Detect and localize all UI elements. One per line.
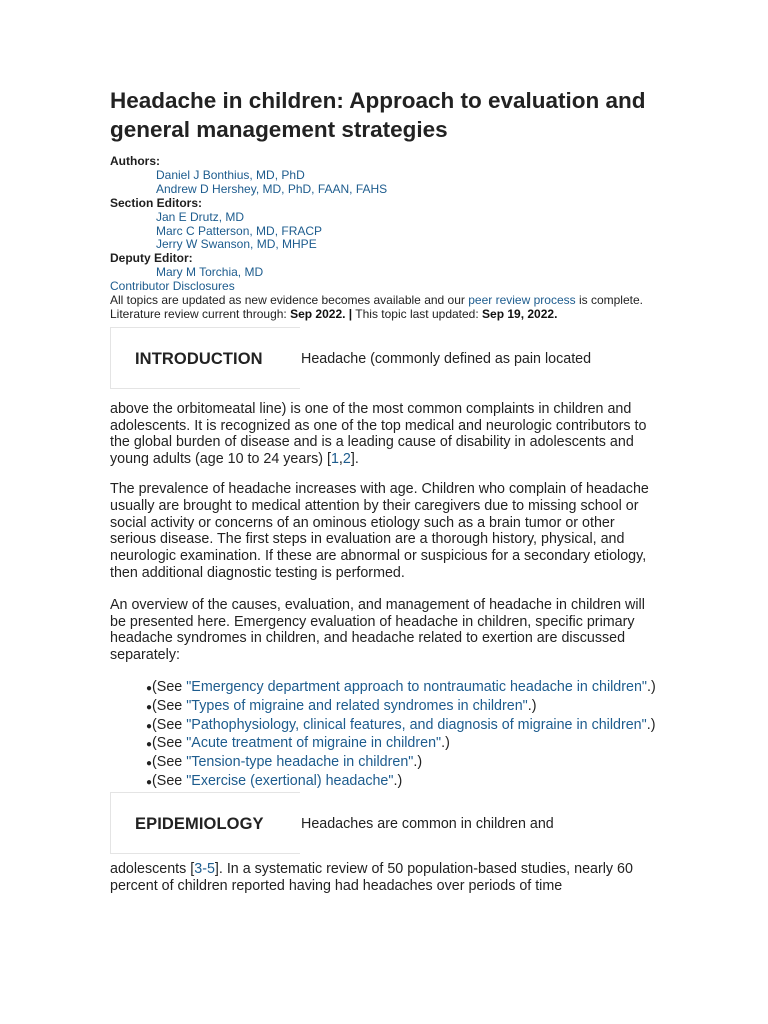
list-item	[146, 698, 658, 717]
see-suffix: .)	[527, 697, 537, 714]
see-prefix: (See	[152, 754, 187, 771]
intro-paragraph-2: The prevalence of headache increases with age. Children who complain of headache usually are brought to medical attention by their caregivers due to missing school or social activity or concerns of an ominous etiology such as a brain tumor or other serious disease. The first steps in evaluation are a thorough history, physical, and neurologic examination. If these are abnormal or suspicious for a secondary etiology, then additional diagnostic testing is performed.	[110, 481, 649, 582]
epidemiology-header-row	[110, 792, 658, 856]
last-updated-date: Sep 19, 2022.	[482, 306, 558, 321]
section-editor-link[interactable]: Marc C Patterson, MD, FRACP	[156, 223, 323, 238]
topic-link[interactable]: "Emergency department approach to nontraumatic headache in children"	[186, 679, 647, 696]
reference-link[interactable]: 3-5	[194, 860, 215, 877]
author-link[interactable]: Andrew D Hershey, MD, PhD, FAAN, FAHS	[156, 181, 388, 196]
topic-link[interactable]: "Types of migraine and related syndromes in children"	[186, 697, 528, 714]
list-item	[146, 735, 658, 754]
section-editor-link[interactable]: Jerry W Swanson, MD, MHPE	[156, 237, 317, 252]
update-text-end: is complete.	[575, 293, 643, 308]
see-also-list	[110, 679, 658, 792]
lit-review-date: Sep 2022. |	[290, 306, 353, 321]
introduction-header-row	[110, 327, 658, 391]
see-suffix: .)	[647, 679, 656, 696]
update-notice	[110, 294, 658, 308]
deputy-editor-link[interactable]: Mary M Torchia, MD	[156, 265, 264, 280]
article-meta	[110, 155, 658, 322]
page-title: Headache in children: Approach to evaluation and general management strategies	[110, 88, 646, 142]
see-prefix: (See	[152, 679, 187, 696]
intro-lead-text: Headache (commonly defined as pain located	[301, 350, 592, 367]
intro-paragraph-3: An overview of the causes, evaluation, and management of headache in children will be presented here. Emergency evaluation of headache in children, specific primary headache syndromes in children, and headache related to exertion are discussed separately:	[110, 596, 645, 664]
see-suffix: .)	[441, 735, 450, 752]
topic-link[interactable]: "Pathophysiology, clinical features, and diagnosis of migraine in children"	[186, 716, 647, 733]
topic-link[interactable]: "Exercise (exertional) headache"	[186, 773, 394, 790]
deputy-editor-label: Deputy Editor:	[110, 251, 193, 266]
epi-text-continued: ]. In a systematic review of 50 population-based studies, nearly 60 percent of children reported having had headaches over periods of time	[110, 860, 633, 894]
topic-link[interactable]: "Acute treatment of migraine in children"	[186, 735, 442, 752]
epi-lead-text: Headaches are common in children and	[301, 815, 554, 832]
topic-link[interactable]: "Tension-type headache in children"	[186, 754, 414, 771]
see-prefix: (See	[152, 697, 187, 714]
section-editor-link[interactable]: Jan E Drutz, MD	[156, 209, 245, 224]
intro-paragraph-1	[110, 401, 658, 468]
bullet-icon: ●	[146, 683, 153, 695]
author-link[interactable]: Daniel J Bonthius, MD, PhD	[156, 167, 305, 182]
contributor-disclosures-link[interactable]: Contributor Disclosures	[110, 279, 235, 294]
section-heading: EPIDEMIOLOGY	[135, 814, 264, 833]
review-dates	[110, 308, 658, 322]
reference-link[interactable]: 2	[342, 451, 351, 468]
section-heading: INTRODUCTION	[135, 349, 263, 368]
bullet-icon: ●	[146, 701, 153, 713]
list-item	[146, 679, 658, 698]
reference-link[interactable]: 1	[330, 451, 339, 468]
epi-text: adolescents [	[110, 860, 195, 877]
article	[110, 86, 658, 894]
see-prefix: (See	[152, 773, 187, 790]
list-item	[146, 773, 658, 792]
see-suffix: .)	[413, 754, 423, 771]
epidemiology-heading-box	[110, 792, 300, 854]
epi-paragraph-1	[110, 861, 658, 895]
lit-review-label: Literature review current through:	[110, 306, 291, 321]
intro-text: above the orbitomeatal line) is one of the most common complaints in children and adolescents. It is recognized as one of the top medical and neurologic contributors to the global burden of disease and is a leading cause of disability in adolescents and young adults (age 10 to 24 years) [	[110, 400, 647, 468]
peer-review-link[interactable]: peer review process	[468, 293, 576, 308]
list-item	[146, 717, 658, 736]
bullet-icon: ●	[146, 739, 153, 751]
authors-label: Authors:	[110, 154, 160, 168]
section-editors-label: Section Editors:	[110, 195, 203, 210]
see-suffix: .)	[393, 773, 403, 790]
see-prefix: (See	[152, 716, 187, 733]
see-suffix: .)	[646, 716, 656, 733]
list-item	[146, 754, 658, 773]
ref-separator: ,	[338, 451, 343, 468]
last-updated-label: This topic last updated:	[352, 306, 483, 321]
see-prefix: (See	[152, 735, 187, 752]
bullet-icon: ●	[146, 777, 153, 789]
bullet-icon: ●	[146, 720, 153, 732]
bullet-icon: ●	[146, 758, 153, 770]
update-text: All topics are updated as new evidence becomes available and our	[110, 293, 469, 308]
introduction-heading-box	[110, 327, 300, 389]
ref-end: ].	[350, 451, 359, 468]
